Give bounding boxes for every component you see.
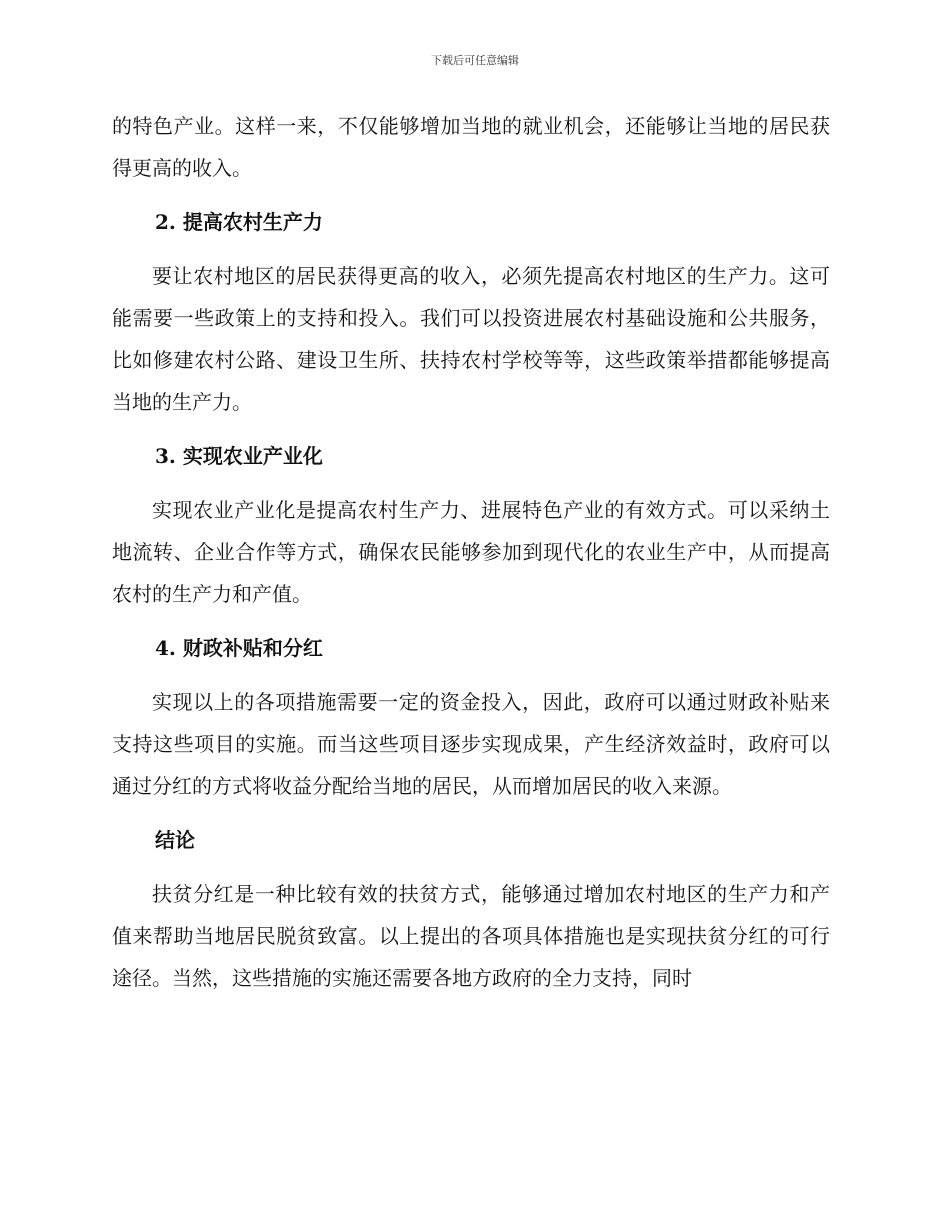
spacer	[112, 243, 830, 255]
paragraph-continued: 的特色产业。这样一来，不仅能够增加当地的就业机会，还能够让当地的居民获得更高的收入。	[112, 114, 830, 180]
paragraph-section-3: 实现农业产业化是提高农村生产力、进展特色产业的有效方式。可以采纳土地流转、企业合作等方式，确保农民能够参加到现代化的农业生产中，从而提高农村的生产力和产值。	[112, 498, 830, 606]
paragraph-section-4: 实现以上的各项措施需要一定的资金投入，因此，政府可以通过财政补贴来支持这些项目的实施。而当这些项目逐步实现成果，产生经济效益时，政府可以通过分红的方式将收益分配给当地的居民，从而增加居民的收入来源。	[112, 690, 830, 798]
spacer	[112, 423, 830, 435]
document-body	[112, 105, 830, 999]
section-heading-conclusion: 结论	[155, 828, 195, 852]
spacer	[112, 615, 830, 627]
spacer	[112, 807, 830, 819]
spacer	[112, 189, 830, 201]
paragraph-conclusion: 扶贫分红是一种比较有效的扶贫方式，能够通过增加农村地区的生产力和产值来帮助当地居民脱贫致富。以上提出的各项具体措施也是实现扶贫分红的可行途径。当然，这些措施的实施还需要各地方政府的全力支持，同时	[112, 882, 830, 990]
page-header: 下载后可任意编辑	[431, 54, 519, 67]
spacer	[112, 861, 830, 873]
paragraph-section-2: 要让农村地区的居民获得更高的收入，必须先提高农村地区的生产力。这可能需要一些政策上的支持和投入。我们可以投资进展农村基础设施和公共服务，比如修建农村公路、建设卫生所、扶持农村学校等等，这些政策举措都能够提高当地的生产力。	[112, 264, 830, 414]
spacer	[112, 477, 830, 489]
section-heading-4: 4. 财政补贴和分红	[155, 636, 323, 660]
section-heading-2: 2. 提高农村生产力	[155, 210, 323, 234]
spacer	[112, 669, 830, 681]
section-heading-3: 3. 实现农业产业化	[155, 444, 323, 468]
